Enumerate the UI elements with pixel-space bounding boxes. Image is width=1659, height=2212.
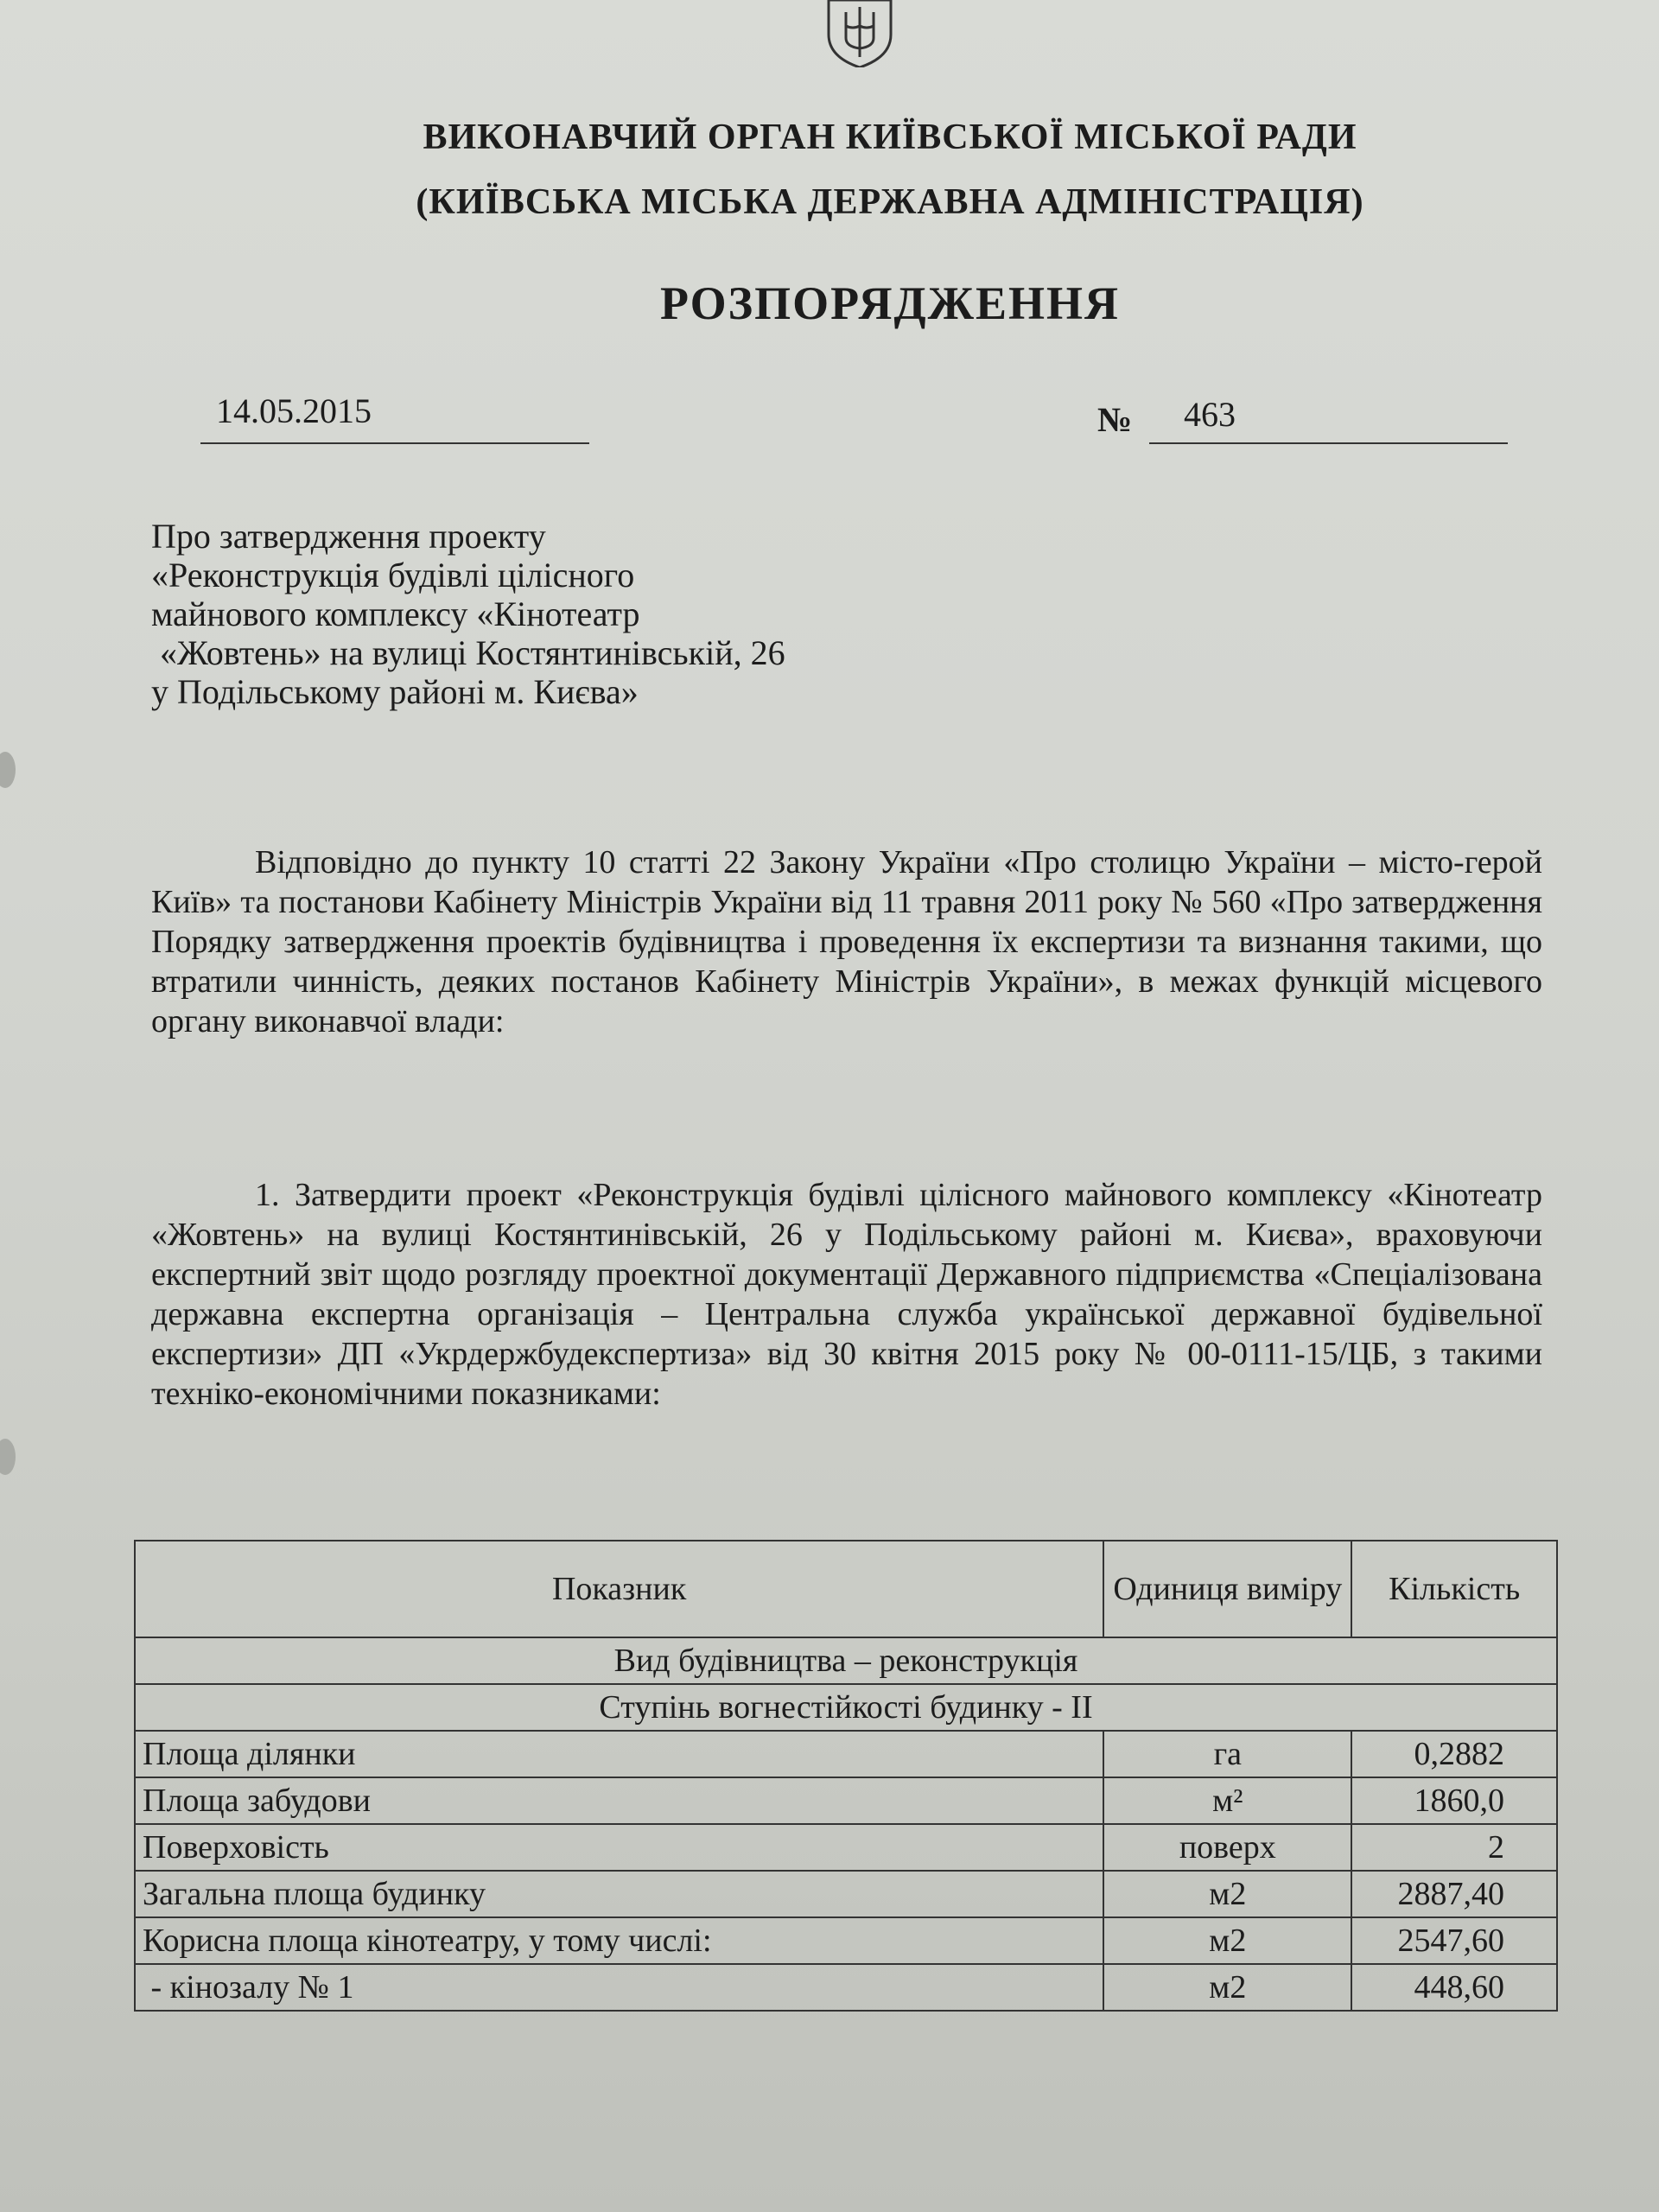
row-unit: м2 — [1103, 1871, 1351, 1917]
issuer-name: ВИКОНАВЧИЙ ОРГАН КИЇВСЬКОЇ МІСЬКОЇ РАДИ — [423, 118, 1357, 157]
subject-line: «Реконструкція будівлі цілісного — [151, 556, 635, 594]
row-name: Площа ділянки — [135, 1731, 1103, 1777]
punch-hole — [0, 752, 16, 788]
row-value: 2547,60 — [1351, 1917, 1557, 1964]
row-value: 2 — [1351, 1824, 1557, 1871]
table-row — [135, 1964, 1557, 2011]
document-number: 463 — [1184, 395, 1236, 434]
subject-block — [151, 517, 785, 711]
row-unit: м2 — [1103, 1917, 1351, 1964]
table-row — [135, 1777, 1557, 1824]
date-underline — [200, 442, 589, 444]
document-date: 14.05.2015 — [216, 391, 372, 430]
row-unit: поверх — [1103, 1824, 1351, 1871]
table-span-row — [135, 1684, 1557, 1731]
table-row — [135, 1871, 1557, 1917]
number-label: № — [1097, 400, 1133, 439]
row-name: Поверховість — [135, 1824, 1103, 1871]
subject-line: Про затвердження проекту — [151, 517, 546, 556]
row-name: Загальна площа будинку — [135, 1871, 1103, 1917]
table-header-row — [135, 1541, 1557, 1637]
row-unit: м2 — [1103, 1964, 1351, 2011]
header-unit: Одиниця виміру — [1103, 1541, 1351, 1637]
body-paragraph-item-1: 1. Затвердити проект «Реконструкція будівлі цілісного майнового комплексу «Кінотеатр «Жовтень» на вулиці Костянтинівській, 26 у Подільському районі м. Києва», враховуючи експертний звіт щодо розгляду проектної документації Державного підприємства «Спеціалізована державна експертна організація – Центральна служба української державної будівельної експертизи» ДП «Укрдержбудекспертиза» від 30 квітня 2015 року № 00-0111-15/ЦБ, з такими техніко-економічними показниками: — [151, 1177, 1542, 1412]
row-unit: га — [1103, 1731, 1351, 1777]
row-value: 448,60 — [1351, 1964, 1557, 2011]
punch-hole — [0, 1439, 16, 1475]
coat-of-arms-icon — [825, 0, 894, 67]
subject-line: «Жовтень» на вулиці Костянтинівській, 26 — [151, 633, 785, 672]
header-quantity: Кількість — [1351, 1541, 1557, 1637]
row-value: 2887,40 — [1351, 1871, 1557, 1917]
indicators-table — [134, 1540, 1558, 2012]
row-name: Площа забудови — [135, 1777, 1103, 1824]
table-span-row — [135, 1637, 1557, 1684]
subject-line: майнового комплексу «Кінотеатр — [151, 594, 640, 633]
row-name: - кінозалу № 1 — [135, 1964, 1103, 2011]
header-indicator: Показник — [135, 1541, 1103, 1637]
row-value: 1860,0 — [1351, 1777, 1557, 1824]
row-unit: м² — [1103, 1777, 1351, 1824]
row-value: 0,2882 — [1351, 1731, 1557, 1777]
table-row — [135, 1917, 1557, 1964]
row-name: Корисна площа кінотеатру, у тому числі: — [135, 1917, 1103, 1964]
table-row — [135, 1824, 1557, 1871]
number-underline — [1149, 442, 1508, 444]
issuer-subtitle: (КИЇВСЬКА МІСЬКА ДЕРЖАВНА АДМІНІСТРАЦІЯ) — [416, 182, 1364, 222]
document-title: РОЗПОРЯДЖЕННЯ — [659, 277, 1121, 329]
subject-line: у Подільському районі м. Києва» — [151, 672, 639, 711]
body-paragraph-preamble: Відповідно до пункту 10 статті 22 Закону України «Про столицю України – місто-герой Київ» та постанови Кабінету Міністрів України від 11 травня 2011 року № 560 «Про затвердження Порядку затвердження проектів будівництва і проведення їх експертизи та визнання такими, що втратили чинність, деяких постанов Кабінету Міністрів України», в межах функцій місцевого органу виконавчої влади: — [151, 844, 1542, 1039]
fire-resistance: Ступінь вогнестійкості будинку - II — [135, 1684, 1557, 1731]
construction-type: Вид будівництва – реконструкція — [135, 1637, 1557, 1684]
table-row — [135, 1731, 1557, 1777]
